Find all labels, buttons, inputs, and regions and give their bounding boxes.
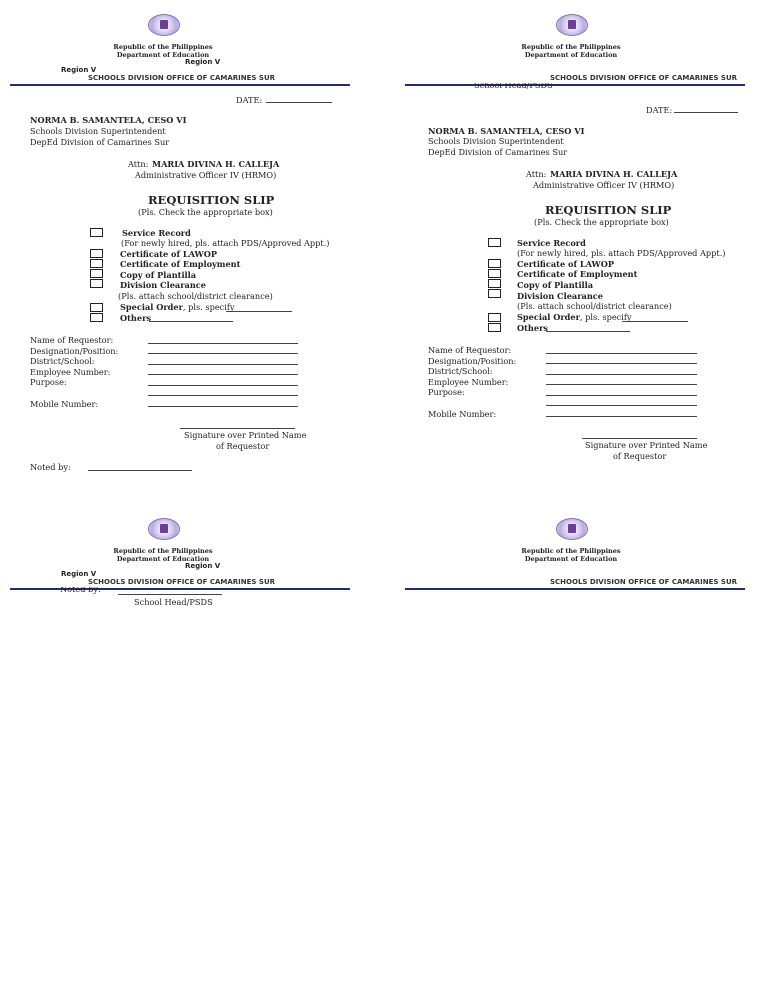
school-head-label: School Head/PSDS bbox=[134, 597, 213, 607]
attn-name: MARIA DIVINA H. CALLEJA bbox=[152, 159, 280, 169]
employee-number-field[interactable] bbox=[546, 384, 697, 385]
department-text: Department of Education bbox=[524, 555, 618, 563]
checkbox-others[interactable] bbox=[488, 323, 501, 332]
option-clearance: Division Clearance bbox=[517, 291, 603, 301]
deped-seal-icon bbox=[556, 14, 588, 36]
checkbox-plantilla[interactable] bbox=[90, 269, 103, 278]
addressee-title: Schools Division Superintendent bbox=[428, 136, 564, 146]
employee-number-field[interactable] bbox=[148, 374, 298, 375]
option-service-record-note: (For newly hired, pls. attach PDS/Approved Appt.) bbox=[121, 238, 330, 248]
option-employment: Certificate of Employment bbox=[517, 269, 638, 279]
region-text: Region V bbox=[185, 562, 221, 570]
signature-line[interactable] bbox=[582, 438, 697, 439]
label-district: District/School: bbox=[428, 366, 493, 376]
checkbox-lawop[interactable] bbox=[90, 249, 103, 258]
checkbox-employment[interactable] bbox=[90, 259, 103, 268]
label-purpose: Purpose: bbox=[428, 387, 465, 397]
special-order-suffix: , pls. specify bbox=[579, 312, 632, 322]
office-text: SCHOOLS DIVISION OFFICE OF CAMARINES SUR bbox=[88, 578, 276, 586]
addressee-name: NORMA B. SAMANTELA, CESO VI bbox=[428, 126, 585, 136]
addressee-office: DepEd Division of Camarines Sur bbox=[30, 137, 170, 147]
label-designation: Designation/Position: bbox=[30, 346, 119, 356]
deped-seal-icon bbox=[148, 518, 180, 540]
department-text: Department of Education bbox=[116, 51, 210, 59]
date-label: DATE: bbox=[646, 105, 673, 115]
noted-by-field[interactable] bbox=[88, 470, 192, 471]
republic-text: Republic of the Philippines bbox=[521, 43, 621, 51]
requestor-field[interactable] bbox=[546, 353, 697, 354]
option-others: Others bbox=[120, 313, 151, 323]
option-clearance-note: (Pls. attach school/district clearance) bbox=[118, 291, 273, 301]
republic-text: Republic of the Philippines bbox=[113, 547, 213, 555]
signature-caption: Signature over Printed Name bbox=[585, 440, 708, 450]
signature-caption-2: of Requestor bbox=[216, 441, 270, 451]
option-plantilla: Copy of Plantilla bbox=[120, 270, 197, 280]
attn-title: Administrative Officer IV (HRMO) bbox=[135, 170, 277, 180]
checkbox-employment[interactable] bbox=[488, 269, 501, 278]
form-title: REQUISITION SLIP bbox=[545, 203, 672, 217]
office-text: SCHOOLS DIVISION OFFICE OF CAMARINES SUR bbox=[88, 74, 276, 82]
option-special-order bbox=[120, 302, 235, 313]
region-text-secondary: Region V bbox=[61, 570, 97, 578]
option-service-record: Service Record bbox=[517, 238, 586, 248]
date-field[interactable] bbox=[674, 112, 738, 113]
option-clearance-note: (Pls. attach school/district clearance) bbox=[517, 301, 672, 311]
office-text: SCHOOLS DIVISION OFFICE OF CAMARINES SUR bbox=[550, 578, 738, 586]
signature-line[interactable] bbox=[180, 428, 295, 429]
attn-title: Administrative Officer IV (HRMO) bbox=[533, 180, 675, 190]
republic-text: Republic of the Philippines bbox=[113, 43, 213, 51]
option-others: Others bbox=[517, 323, 548, 333]
checkbox-plantilla[interactable] bbox=[488, 279, 501, 288]
label-district: District/School: bbox=[30, 356, 95, 366]
attn-label: Attn: bbox=[526, 169, 547, 179]
special-order-field[interactable] bbox=[622, 321, 688, 322]
option-plantilla: Copy of Plantilla bbox=[517, 280, 594, 290]
signature-caption: Signature over Printed Name bbox=[184, 430, 307, 440]
form-subtitle: (Pls. Check the appropriate box) bbox=[138, 207, 273, 217]
overflow-school-head: School Head/PSDS bbox=[474, 83, 553, 90]
date-field[interactable] bbox=[266, 102, 332, 103]
attn-label: Attn: bbox=[128, 159, 149, 169]
district-field[interactable] bbox=[546, 374, 697, 375]
header-rule bbox=[405, 588, 745, 590]
option-service-record: Service Record bbox=[122, 228, 191, 238]
checkbox-others[interactable] bbox=[90, 313, 103, 322]
form-subtitle: (Pls. Check the appropriate box) bbox=[534, 217, 669, 227]
mobile-field[interactable] bbox=[148, 406, 298, 407]
checkbox-lawop[interactable] bbox=[488, 259, 501, 268]
special-order-suffix: , pls. specify bbox=[182, 302, 235, 312]
option-special-order bbox=[517, 312, 632, 323]
school-head-line[interactable] bbox=[118, 594, 222, 595]
department-text: Department of Education bbox=[116, 555, 210, 563]
attn-name: MARIA DIVINA H. CALLEJA bbox=[550, 169, 678, 179]
label-mobile: Mobile Number: bbox=[30, 399, 99, 409]
special-order-label: Special Order bbox=[120, 302, 183, 312]
label-designation: Designation/Position: bbox=[428, 356, 517, 366]
purpose-field-2[interactable] bbox=[546, 405, 697, 406]
label-purpose: Purpose: bbox=[30, 377, 67, 387]
mobile-field[interactable] bbox=[546, 416, 697, 417]
addressee-title: Schools Division Superintendent bbox=[30, 126, 166, 136]
department-text: Department of Education bbox=[524, 51, 618, 59]
checkbox-clearance[interactable] bbox=[90, 279, 103, 288]
option-lawop: Certificate of LAWOP bbox=[120, 249, 218, 259]
checkbox-service-record[interactable] bbox=[488, 238, 501, 247]
overflow-noted-by: Noted by: bbox=[60, 587, 101, 594]
noted-by-label: Noted by: bbox=[30, 462, 71, 472]
office-text: SCHOOLS DIVISION OFFICE OF CAMARINES SUR bbox=[550, 74, 738, 82]
requestor-field[interactable] bbox=[148, 343, 298, 344]
designation-field[interactable] bbox=[546, 363, 697, 364]
deped-seal-icon bbox=[556, 518, 588, 540]
republic-text: Republic of the Philippines bbox=[521, 547, 621, 555]
purpose-field-2[interactable] bbox=[148, 395, 298, 396]
designation-field[interactable] bbox=[148, 353, 298, 354]
others-field[interactable] bbox=[546, 331, 630, 332]
region-text: Region V bbox=[185, 58, 221, 66]
purpose-field[interactable] bbox=[546, 395, 697, 396]
option-lawop: Certificate of LAWOP bbox=[517, 259, 615, 269]
date-label: DATE: bbox=[236, 95, 263, 105]
label-requestor: Name of Requestor: bbox=[428, 345, 512, 355]
label-requestor: Name of Requestor: bbox=[30, 335, 114, 345]
purpose-field[interactable] bbox=[148, 385, 298, 386]
addressee-name: NORMA B. SAMANTELA, CESO VI bbox=[30, 115, 187, 125]
header-rule bbox=[10, 84, 350, 86]
label-employee-number: Employee Number: bbox=[30, 367, 111, 377]
option-clearance: Division Clearance bbox=[120, 280, 206, 290]
district-field[interactable] bbox=[148, 364, 298, 365]
checkbox-clearance[interactable] bbox=[488, 289, 501, 298]
label-mobile: Mobile Number: bbox=[428, 409, 497, 419]
signature-caption-2: of Requestor bbox=[613, 451, 667, 461]
checkbox-special-order[interactable] bbox=[90, 303, 103, 312]
option-employment: Certificate of Employment bbox=[120, 259, 241, 269]
deped-seal-icon bbox=[148, 14, 180, 36]
label-employee-number: Employee Number: bbox=[428, 377, 509, 387]
checkbox-special-order[interactable] bbox=[488, 313, 501, 322]
special-order-field[interactable] bbox=[226, 311, 292, 312]
header-rule bbox=[405, 84, 745, 86]
region-text-secondary: Region V bbox=[61, 66, 97, 74]
addressee-office: DepEd Division of Camarines Sur bbox=[428, 147, 568, 157]
checkbox-service-record[interactable] bbox=[90, 228, 103, 237]
option-service-record-note: (For newly hired, pls. attach PDS/Approved Appt.) bbox=[517, 248, 726, 258]
others-field[interactable] bbox=[149, 321, 233, 322]
form-title: REQUISITION SLIP bbox=[148, 193, 275, 207]
special-order-label: Special Order bbox=[517, 312, 580, 322]
